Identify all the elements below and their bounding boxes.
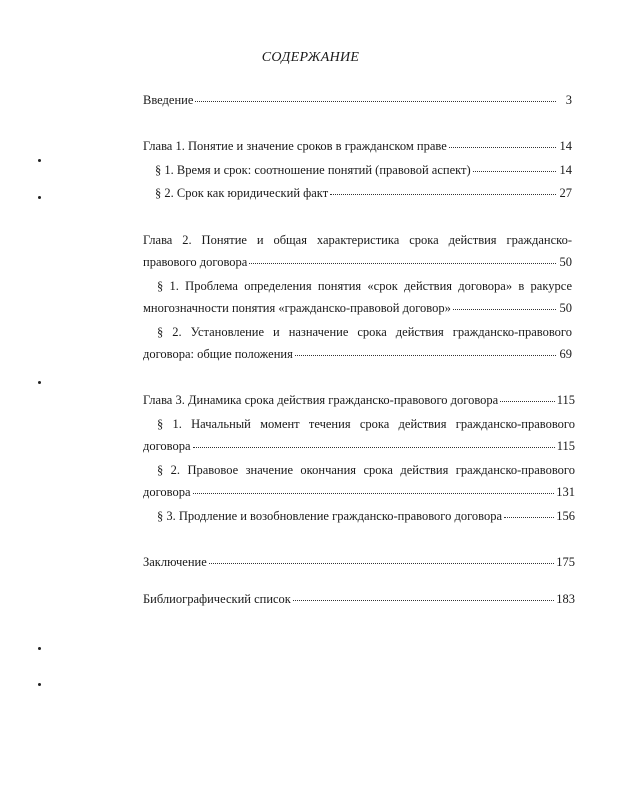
toc-page-number: 14: [559, 139, 572, 153]
toc-label-line-1: Глава 2. Понятие и общая характеристика срока действия гражданско-: [143, 233, 572, 247]
toc-entry-ch3-s2-cont: [143, 484, 575, 500]
toc-label: Библиографический список: [143, 592, 291, 606]
toc-label: Глава 3. Динамика срока действия гражданско-правового договора: [143, 393, 499, 407]
toc-page-number: 131: [556, 485, 575, 499]
toc-entry-chapter-2: [143, 232, 572, 248]
toc-label-line-1: § 1. Начальный момент течения срока действия гражданско-правового: [157, 417, 575, 431]
toc-page-number: 115: [556, 439, 575, 453]
toc-entry-bibliography: [143, 591, 575, 607]
toc-entry-ch1-s1: [155, 162, 572, 178]
toc-entry-chapter-1: [143, 138, 572, 154]
toc-entry-ch2-s1: [157, 278, 572, 294]
toc-page-number: 14: [559, 163, 572, 177]
dot-leader: [249, 253, 556, 264]
scan-speck: [38, 196, 41, 199]
toc-entry-ch3-s1: [157, 416, 575, 432]
toc-entry-ch2-s2-cont: [143, 346, 572, 362]
toc-label-line-1: § 2. Правовое значение окончания срока действия гражданско-правового: [157, 463, 575, 477]
toc-label-line-2: договора: общие положения: [143, 347, 293, 361]
toc-entry-ch1-s2: [155, 185, 572, 201]
toc-entry-ch2-s1-cont: [143, 300, 572, 316]
dot-leader: [295, 345, 556, 356]
dot-leader: [473, 161, 556, 172]
toc-page-number: 156: [556, 509, 575, 523]
dot-leader: [453, 299, 556, 310]
toc-label-line-2: правового договора: [143, 255, 248, 269]
toc-page-number: 183: [556, 592, 575, 606]
dot-leader: [195, 91, 556, 102]
toc-page-number: 27: [559, 186, 572, 200]
toc-page-number: 69: [559, 347, 572, 361]
scan-speck: [38, 683, 41, 686]
toc-entry-conclusion: [143, 554, 575, 570]
toc-label: § 1. Время и срок: соотношение понятий (правовой аспект): [155, 163, 471, 177]
toc-entry-chapter-2-cont: [143, 254, 572, 270]
page-title: СОДЕРЖАНИЕ: [261, 50, 360, 65]
toc-page-number: 115: [556, 393, 575, 407]
scan-speck: [38, 381, 41, 384]
toc-page-number: 50: [559, 301, 572, 315]
dot-leader: [504, 507, 554, 518]
toc-entry-intro: [143, 92, 572, 108]
toc-page-number: 175: [556, 555, 575, 569]
toc-entry-ch3-s3: [157, 508, 575, 524]
toc-label-line-1: § 1. Проблема определения понятия «срок действия договора» в ракурсе: [157, 279, 572, 293]
toc-entry-chapter-3: [143, 392, 575, 408]
toc-label-line-2: договора: [143, 485, 191, 499]
toc-page-number: 3: [565, 93, 572, 107]
dot-leader: [293, 590, 554, 601]
dot-leader: [209, 553, 555, 564]
dot-leader: [449, 137, 556, 148]
scan-speck: [38, 647, 41, 650]
dot-leader: [330, 184, 556, 195]
scan-speck: [38, 159, 41, 162]
toc-label: Глава 1. Понятие и значение сроков в гражданском праве: [143, 139, 447, 153]
toc-label: Заключение: [143, 555, 207, 569]
toc-label-line-2: многозначности понятия «гражданско-правовой договор»: [143, 301, 451, 315]
toc-label: Введение: [143, 93, 194, 107]
toc-entry-ch3-s2: [157, 462, 575, 478]
dot-leader: [500, 391, 555, 402]
toc-page-number: 50: [559, 255, 572, 269]
toc-entry-ch2-s2: [157, 324, 572, 340]
toc-entry-ch3-s1-cont: [143, 438, 575, 454]
dot-leader: [193, 483, 555, 494]
toc-label: § 3. Продление и возобновление гражданско-правового договора: [157, 509, 503, 523]
toc-label-line-1: § 2. Установление и назначение срока действия гражданско-правового: [157, 325, 572, 339]
toc-label-line-2: договора: [143, 439, 191, 453]
toc-label: § 2. Срок как юридический факт: [155, 186, 329, 200]
dot-leader: [193, 437, 555, 448]
